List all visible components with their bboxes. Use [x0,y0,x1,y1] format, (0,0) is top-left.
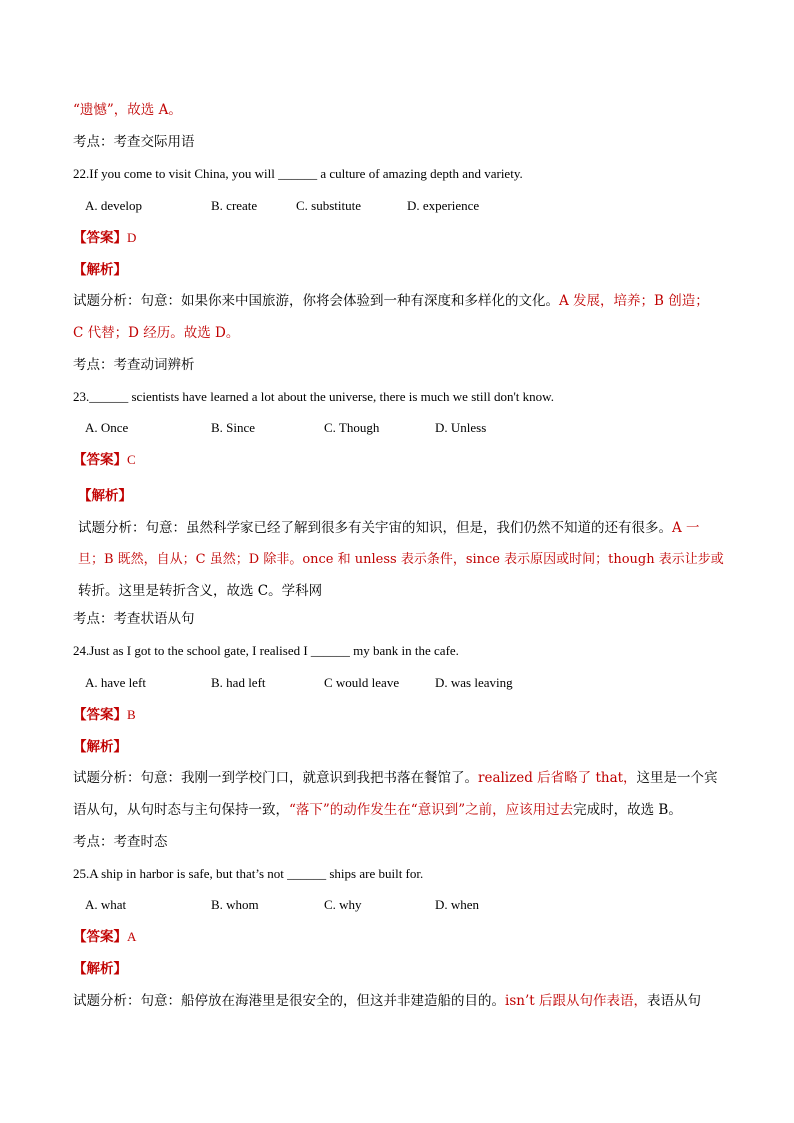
option-b: B. create [211,198,258,213]
option-c: C. Though [324,420,380,435]
answer-label: 【答案】 [73,707,127,723]
question-24-analysis-line2 [73,801,682,819]
analysis-text-red: A 发展，培养；B 创造； [559,293,709,309]
option-a: A. what [85,897,127,912]
answer-value: B [127,707,136,722]
answer-label: 【答案】 [73,230,127,246]
analysis-text-red: A 一 [672,520,700,536]
answer-label: 【答案】 [73,929,127,945]
option-b: B. whom [211,897,259,912]
option-d: D. when [435,897,480,912]
answer-label: 【答案】 [73,452,127,468]
question-22-options [85,197,479,215]
question-22-answer [73,229,136,247]
option-a: A. have left [85,675,147,690]
question-25-stem: 25.A ship in harbor is safe, but that’s not ______ ships are built for. [73,866,424,881]
analysis-text: 试题分析：句意：船停放在海港里是很安全的，但这并非建造船的目的。 [73,993,505,1009]
answer-value: C [127,452,136,467]
question-24-options [85,674,513,692]
question-24-answer [73,706,136,724]
question-23-analysis-line2: 旦；B 既然，自从；C 虽然；D 除非。once 和 unless 表示条件，since 表示原因或时间；though 表示让步或 [78,552,724,567]
analysis-text-red: realized 后省略了 that， [478,770,637,786]
prev-answer-tail: “遗憾”，故选 A。 [73,102,182,118]
question-25-analysis-line1 [73,992,701,1010]
analysis-text: 试题分析：句意：虽然科学家已经了解到很多有关宇宙的知识，但是，我们仍然不知道的还有很多。 [78,520,672,536]
option-b: B. had left [211,675,266,690]
option-c: C. why [324,897,362,912]
question-25-options [85,896,479,914]
analysis-text: 语从句，从句时态与主句保持一致， [73,802,289,818]
question-22-kaodian: 考点：考查动词辨析 [73,357,195,373]
option-c: C. substitute [296,198,362,213]
prev-kaodian: 考点：考查交际用语 [73,134,195,150]
question-22-analysis-line2: C 代替；D 经历。故选 D。 [73,325,240,341]
analysis-text: 试题分析：句意：我刚一到学校门口，就意识到我把书落在餐馆了。 [73,770,478,786]
analysis-text-end: 这里是一个宾 [636,770,718,786]
analysis-text: 试题分析：句意：如果你来中国旅游，你将会体验到一种有深度和多样化的文化。 [73,293,559,309]
analysis-text-end: 完成时，故选 B。 [573,802,682,818]
option-b: B. Since [211,420,256,435]
question-23-stem: 23.______ scientists have learned a lot about the universe, there is much we still don't know. [73,389,554,404]
option-d: D. Unless [435,420,487,435]
question-23-analysis-line3: 转折。这里是转折含义，故选 C。学科网 [78,583,323,599]
question-24-jiexi: 【解析】 [73,739,127,755]
question-22-analysis-line1 [73,292,709,310]
analysis-text-end: 表语从句 [646,993,701,1009]
analysis-text-red: “落下”的动作发生在“意识到”之前，应该用过去 [289,802,574,818]
question-23-analysis-line1 [78,519,700,537]
question-25-answer [73,928,136,946]
question-23-options [85,419,486,437]
answer-value: D [127,230,137,245]
answer-value: A [127,929,137,944]
question-24-analysis-line1 [73,769,718,787]
question-24-stem: 24.Just as I got to the school gate, I realised I ______ my bank in the cafe. [73,643,459,658]
analysis-text-red: isn’t 后跟从句作表语， [505,993,647,1009]
question-25-jiexi: 【解析】 [73,961,127,977]
question-22-stem: 22.If you come to visit China, you will ______ a culture of amazing depth and variety. [73,166,523,181]
question-23-answer [73,451,136,469]
question-23-kaodian: 考点：考查状语从句 [73,611,195,627]
option-c: C would leave [324,675,400,690]
option-d: D. experience [407,198,480,213]
question-23-jiexi: 【解析】 [78,488,132,504]
option-a: A. develop [85,198,143,213]
option-a: A. Once [85,420,129,435]
question-24-kaodian: 考点：考查时态 [73,834,168,850]
question-22-jiexi: 【解析】 [73,262,127,278]
option-d: D. was leaving [435,675,513,690]
